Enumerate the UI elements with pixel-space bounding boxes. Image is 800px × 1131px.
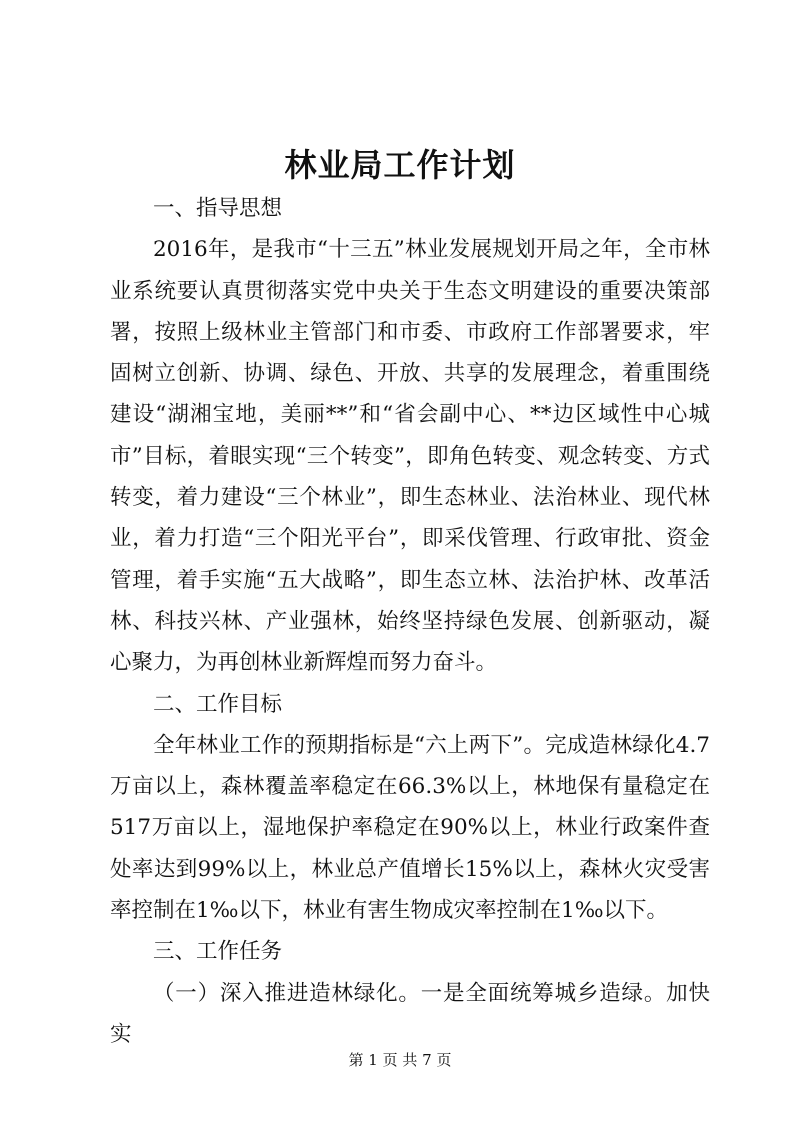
document-body <box>110 188 710 1055</box>
page-footer: 第 1 页 共 7 页 <box>348 1051 452 1069</box>
section-heading-work-goals: 二、工作目标 <box>153 691 283 717</box>
document-title: 林业局工作计划 <box>284 146 516 184</box>
section-heading-guiding-ideology: 一、指导思想 <box>153 196 283 221</box>
paragraph-guiding-ideology: 2016年，是我市“十三五”林业发展规划开局之年，全市林业系统要认真贯彻落实党中央关于生态文明建设的重要决策部署，按照上级林业主管部门和市委、市政府工作部署要求，牢固树立创新、协调、绿色、开放、共享的发展理念，着重围绕建设“湖湘宝地，美丽**”和“省会副中心、**边区域性中心城市”目标，着眼实现“三个转变”，即角色转变、观念转变、方式转变，着力建设“三个林业”，即生态林业、法治林业、现代林业，着力打造“三个阳光平台”，即采伐管理、行政审批、资金管理，着手实施“五大战略”，即生态立林、法治护林、改革活林、科技兴林、产业强林，始终坚持绿色发展、创新驱动，凝心聚力，为再创林业新辉煌而努力奋斗。 <box>110 237 710 676</box>
section-heading-work-tasks: 三、工作任务 <box>153 939 283 965</box>
paragraph-work-goals: 全年林业工作的预期指标是“六上两下”。完成造林绿化4.7万亩以上，森林覆盖率稳定在66.3%以上，林地保有量稳定在517万亩以上，湿地保护率稳定在90%以上，林业行政案件查处率达到99%以上，林业总产值增长15%以上，森林火灾受害率控制在1‰以下，林业有害生物成灾率控制在1‰以下。 <box>110 732 710 924</box>
paragraph-work-tasks: （一）深入推进造林绿化。一是全面统筹城乡造绿。加快实 <box>110 980 710 1047</box>
